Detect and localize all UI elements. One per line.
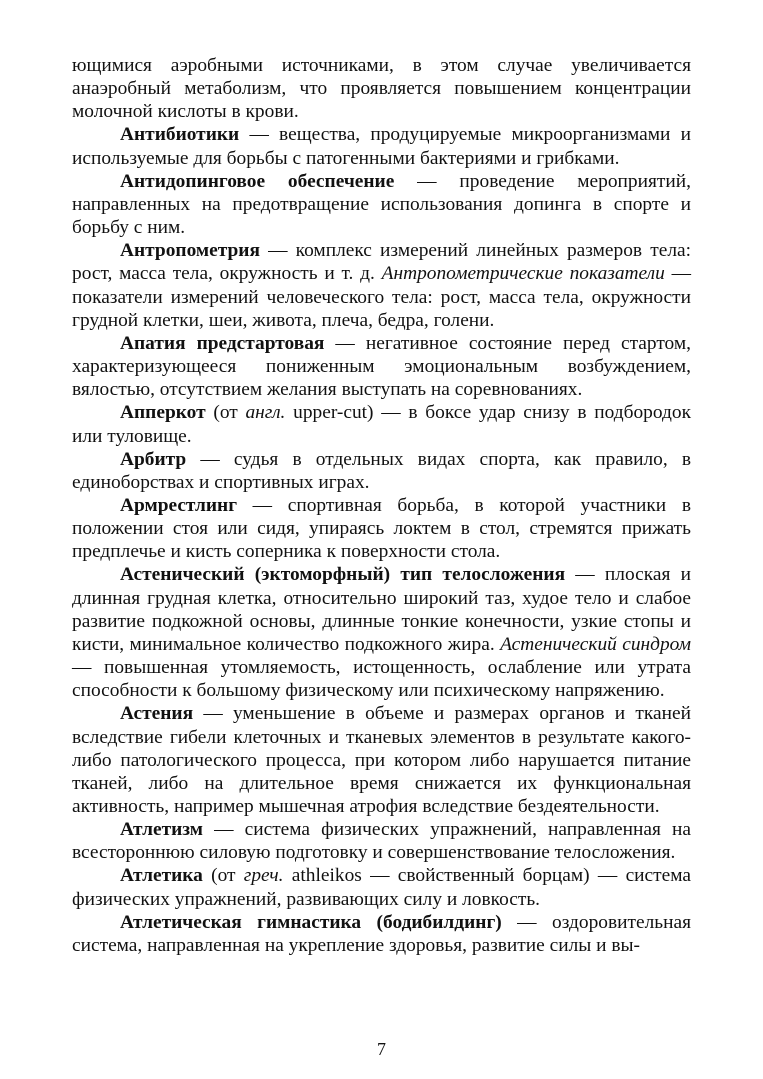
entry-term: Апперкот xyxy=(120,402,206,424)
entry-term: Антидопинговое обеспечение xyxy=(120,170,395,192)
entry-definition: — негативное состояние перед стартом, характеризующееся пониженным эмоциональным возбуждением, вялостью, отсутствием желания выступать на соревнованиях. xyxy=(72,332,691,401)
entry-apatiya xyxy=(72,332,691,401)
entry-term: Атлетика xyxy=(120,865,203,887)
entry-definition: (от xyxy=(205,402,246,424)
entry-antropometriya xyxy=(72,239,691,332)
entry-atleticheskaya-gimnastika xyxy=(72,911,691,957)
entry-definition-continued: — повышенная утомляемость, истощенность, ослабление или утрата способности к большому физическому или психическому напряжению. xyxy=(72,657,691,702)
entry-armrestling xyxy=(72,494,691,563)
entry-apperkot xyxy=(72,401,691,447)
entry-antidoping xyxy=(72,170,691,239)
entry-definition: — плоская и длинная грудная клетка, относительно широкий таз, худое тело и слабое развитие подкожной основы, длинные тонкие конечности, узкие стопы и кисти, минимальное количество подкожного жира. xyxy=(72,564,691,655)
entry-term: Арбитр xyxy=(120,448,187,470)
entry-term: Антибиотики xyxy=(120,124,240,146)
entry-arbitr xyxy=(72,448,691,494)
continuation-text: ющимися аэробными источниками, в этом случае увеличивается анаэробный метаболизм, что проявляется повышением концентрации молочной кислоты в крови. xyxy=(72,55,691,123)
entry-definition: — спортивная борьба, в которой участники в положении стоя или сидя, упираясь локтем в стол, стремятся прижать предплечье и кисть соперника к поверхности стола. xyxy=(72,494,691,563)
entry-definition: — судья в отдельных видах спорта, как правило, в единоборствах и спортивных играх. xyxy=(72,448,691,493)
continuation-paragraph xyxy=(72,54,691,123)
entry-definition: — комплекс измерений линейных размеров тела: рост, масса тела, окружность и т. д. xyxy=(72,240,691,285)
entry-term: Астенический (эктоморфный) тип телосложения xyxy=(120,564,566,586)
entry-subterm: Астенический синдром xyxy=(500,633,691,655)
entry-antibiotiki xyxy=(72,123,691,169)
entry-term: Армрестлинг xyxy=(120,494,238,516)
entry-definition-continued: upper-cut) — в боксе удар снизу в подбородок или туловище. xyxy=(72,402,691,447)
entry-definition: — вещества, продуцируемые микроорганизмами и используемые для борьбы с патогенными бактериями и грибками. xyxy=(72,124,691,169)
entry-term: Атлетизм xyxy=(120,819,203,841)
entry-term: Атлетическая гимнастика (бодибилдинг) xyxy=(120,911,502,933)
entry-atletika xyxy=(72,864,691,910)
entry-definition: — уменьшение в объеме и размерах органов и тканей вследствие гибели клеточных и тканевых элементов в результате какого-либо патологического процесса, при котором либо нарушается питание тканей, либо на длительное время снижается их функциональная активность, например мышечная атрофия вследствие бездеятельности. xyxy=(72,703,691,817)
entry-term: Астения xyxy=(120,703,194,725)
entry-definition: (от xyxy=(202,865,244,887)
entry-subterm: Антропометрические показатели xyxy=(381,263,665,285)
page-body xyxy=(72,54,691,957)
entry-astenicheskiy-tip xyxy=(72,563,691,702)
entry-term: Антропометрия xyxy=(120,240,260,262)
entry-term: Апатия предстартовая xyxy=(120,332,325,354)
entry-atletizm xyxy=(72,818,691,864)
entry-language-note: англ. xyxy=(245,402,286,424)
entry-language-note: греч. xyxy=(243,865,284,887)
entry-definition-continued: athleikos — свойственный борцам) — система физических упражнений, развивающих силу и ловкость. xyxy=(72,865,691,910)
page-number: 7 xyxy=(377,1039,386,1059)
entry-definition: — оздоровительная система, направленная на укрепление здоровья, развитие силы и вы- xyxy=(72,911,691,956)
entry-definition: — система физических упражнений, направленная на всестороннюю силовую подготовку и совершенствование телосложения. xyxy=(72,819,691,864)
entry-asteniya xyxy=(72,702,691,818)
entry-definition: — проведение мероприятий, направленных на предотвращение использования допинга в спорте и борьбу с ним. xyxy=(72,170,691,239)
entry-definition-continued: — показатели измерений человеческого тела: рост, масса тела, окружности грудной клетки, шеи, живота, плеча, бедра, голени. xyxy=(72,263,691,331)
